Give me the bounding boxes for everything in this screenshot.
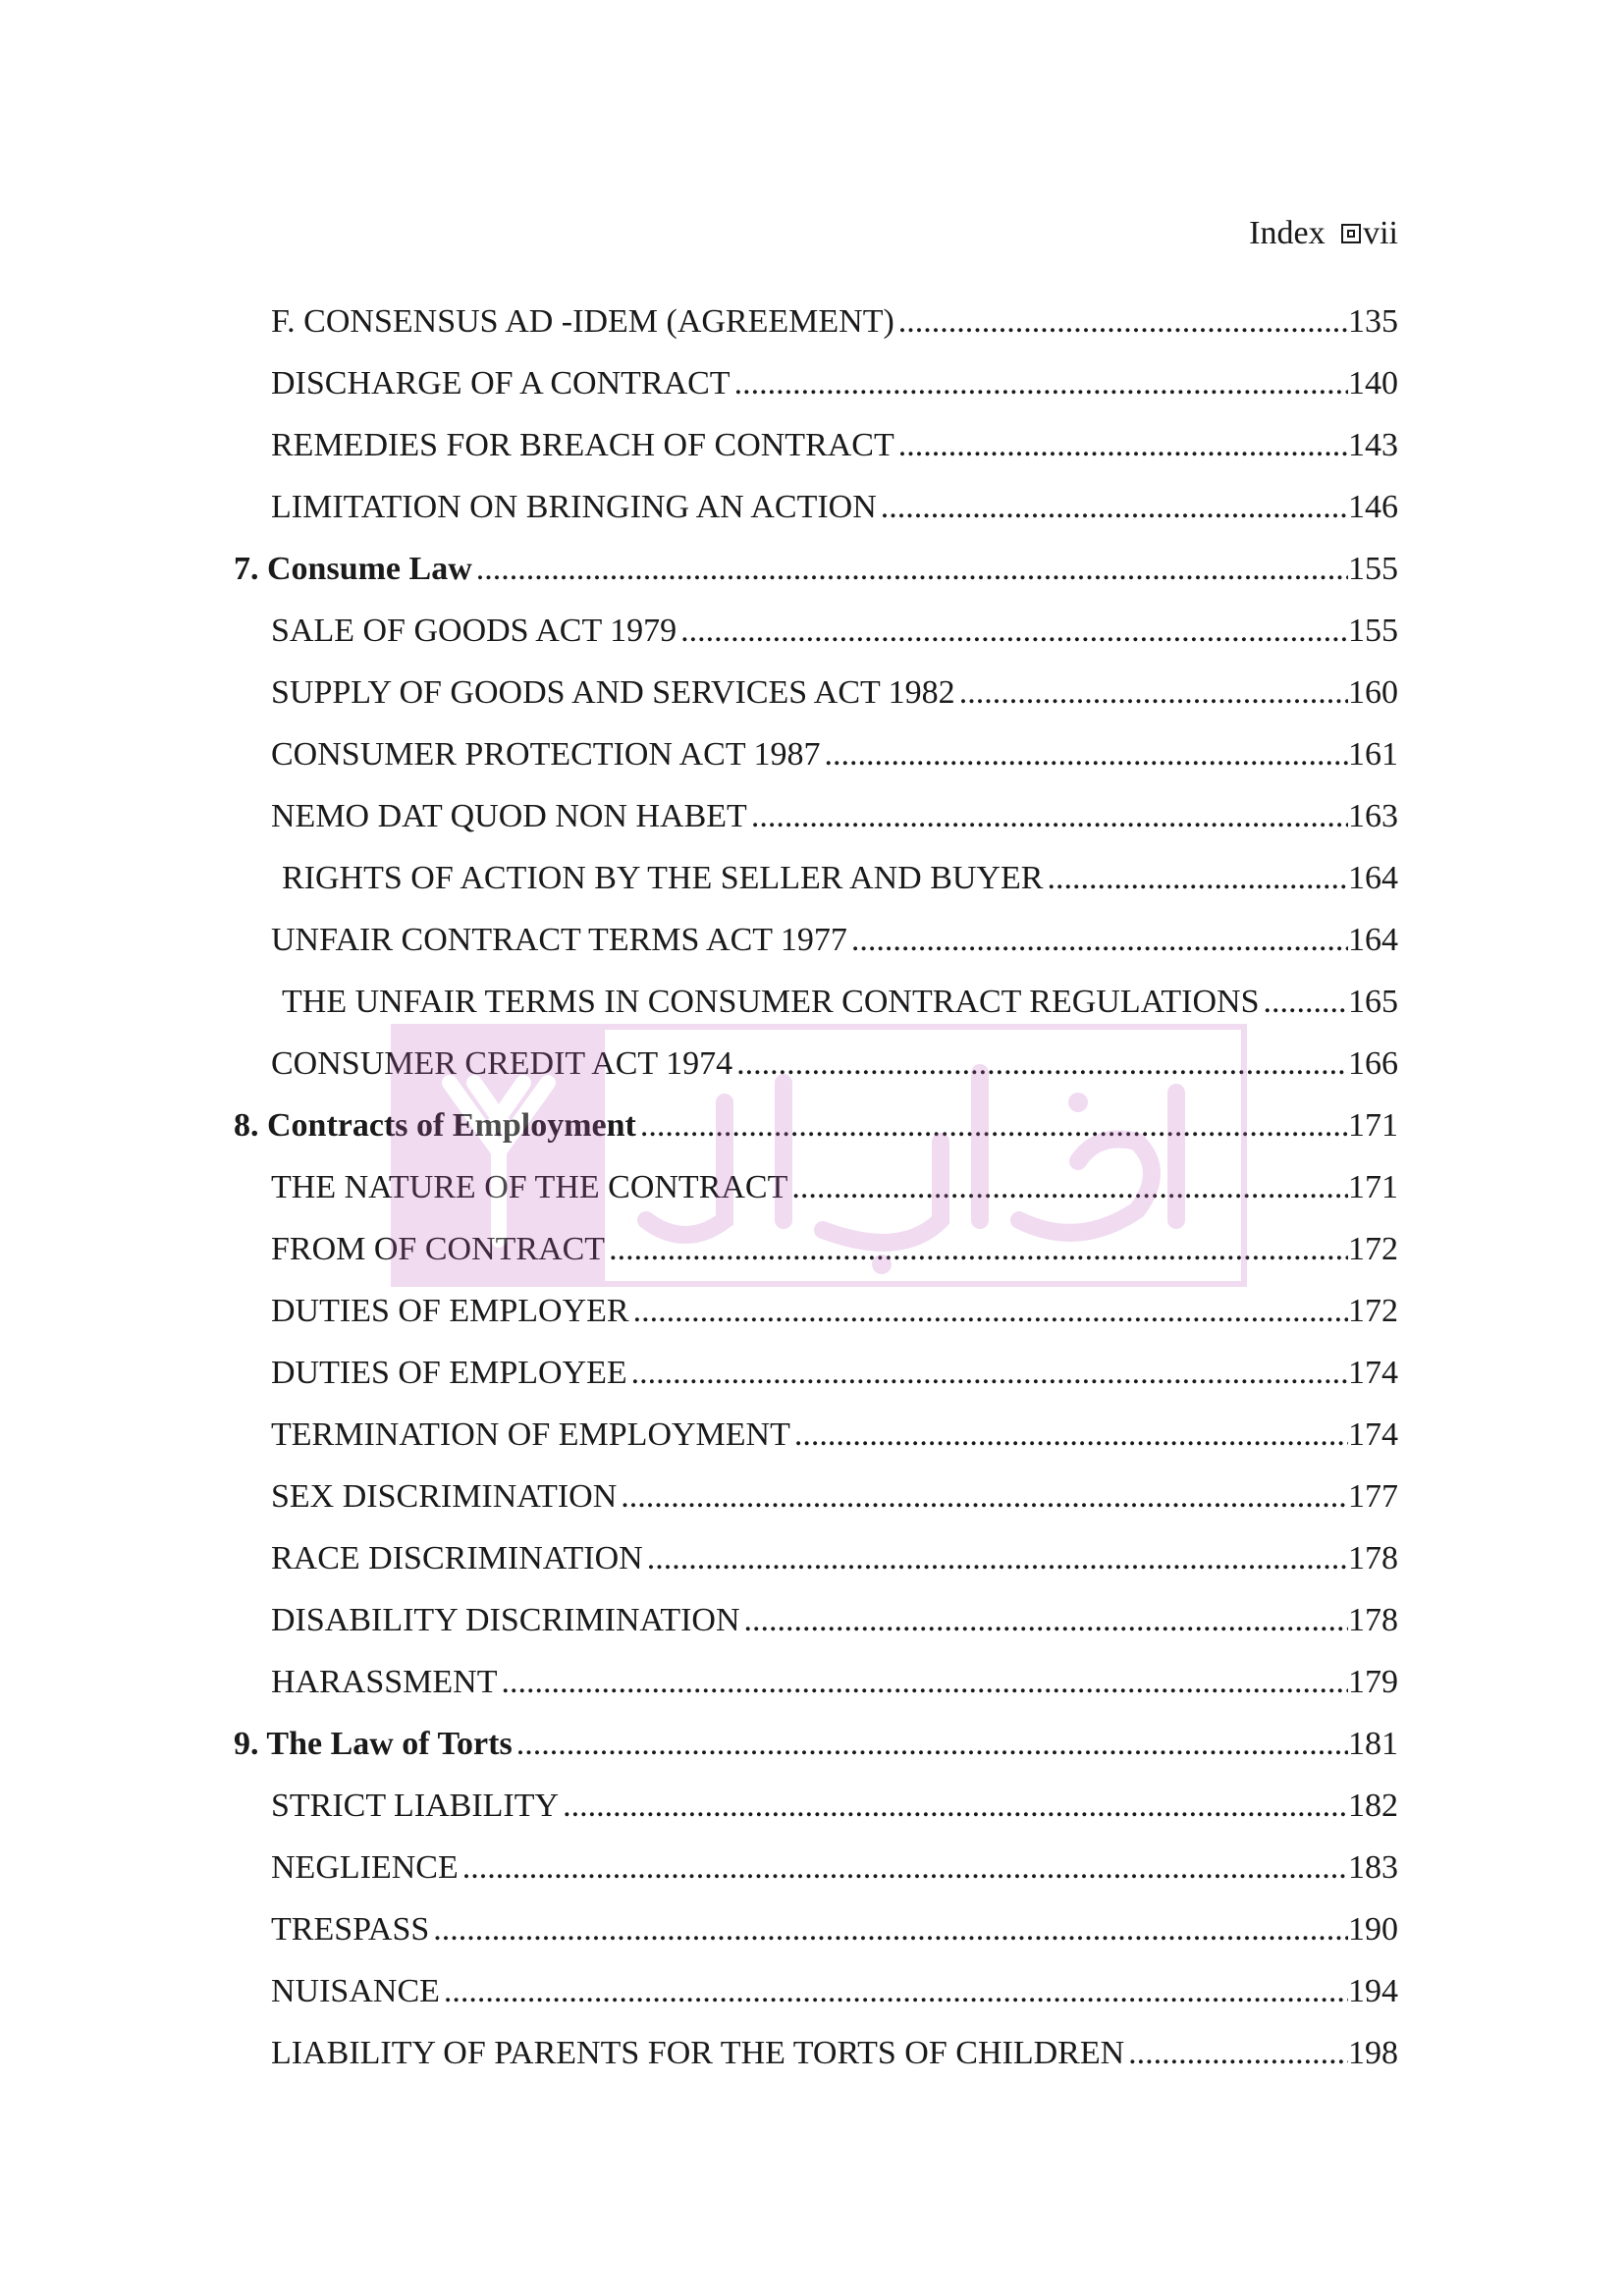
- toc-entry-title: SALE OF GOODS ACT 1979: [271, 613, 677, 649]
- toc-section-entry: [234, 360, 1398, 422]
- dot-leader: [609, 1226, 1348, 1273]
- toc-entry-title: LIMITATION ON BRINGING AN ACTION: [271, 489, 877, 525]
- dot-leader: [501, 1659, 1348, 1706]
- toc-entry-page-number: 155: [1348, 613, 1398, 649]
- dot-leader: [751, 793, 1348, 840]
- toc-section-entry: [234, 669, 1398, 731]
- toc-entry-title: SUPPLY OF GOODS AND SERVICES ACT 1982: [271, 674, 955, 711]
- dot-leader: [640, 1102, 1348, 1149]
- toc-entry-page-number: 163: [1348, 798, 1398, 834]
- dot-leader: [433, 1906, 1348, 1953]
- header-label: Index: [1249, 215, 1326, 251]
- toc-entry-page-number: 183: [1348, 1849, 1398, 1886]
- toc-entry-page-number: 155: [1348, 551, 1398, 587]
- toc-entry-page-number: 179: [1348, 1664, 1398, 1700]
- toc-section-entry: [234, 298, 1398, 360]
- toc-chapter-entry: [234, 546, 1398, 608]
- toc-chapter-entry: [234, 1721, 1398, 1783]
- toc-entry-title: 7. Consume Law: [234, 551, 472, 587]
- toc-section-entry: [234, 1412, 1398, 1473]
- toc-section-entry: [234, 731, 1398, 793]
- toc-entry-title: DUTIES OF EMPLOYEE: [271, 1355, 627, 1391]
- toc-entry-title: 9. The Law of Torts: [234, 1726, 513, 1762]
- toc-section-entry: [234, 1659, 1398, 1721]
- toc-entry-page-number: 160: [1348, 674, 1398, 711]
- toc-entry-page-number: 164: [1348, 860, 1398, 896]
- dot-leader: [680, 608, 1348, 655]
- toc-entry-title: THE NATURE OF THE CONTRACT: [271, 1169, 788, 1205]
- toc-entry-page-number: 166: [1348, 1045, 1398, 1082]
- toc-section-entry: [234, 422, 1398, 484]
- dot-leader: [476, 546, 1348, 593]
- toc-section-entry: [234, 1041, 1398, 1102]
- toc-entry-title: NUISANCE: [271, 1973, 440, 2009]
- toc-entry-page-number: 174: [1348, 1355, 1398, 1391]
- toc-chapter-entry: [234, 1102, 1398, 1164]
- toc-entry-title: 8. Contracts of Employment: [234, 1107, 636, 1144]
- toc-entry-page-number: 135: [1348, 303, 1398, 340]
- toc-section-entry: [234, 1473, 1398, 1535]
- toc-section-entry: [234, 855, 1398, 917]
- toc-section-entry: [234, 1350, 1398, 1412]
- toc-section-entry: [234, 979, 1398, 1041]
- toc-entry-title: DISABILITY DISCRIMINATION: [271, 1602, 740, 1638]
- toc-entry-title: RACE DISCRIMINATION: [271, 1540, 643, 1576]
- toc-entry-title: HARASSMENT: [271, 1664, 498, 1700]
- toc-entry-page-number: 146: [1348, 489, 1398, 525]
- toc-entry-page-number: 172: [1348, 1293, 1398, 1329]
- dot-leader: [736, 1041, 1348, 1088]
- toc-entry-page-number: 143: [1348, 427, 1398, 463]
- toc-section-entry: [234, 1906, 1398, 1968]
- dot-leader: [444, 1968, 1348, 2015]
- dot-leader: [825, 731, 1349, 778]
- toc-entry-title: NEGLIENCE: [271, 1849, 459, 1886]
- toc-section-entry: [234, 1783, 1398, 1844]
- dot-leader: [462, 1844, 1348, 1892]
- toc-entry-page-number: 171: [1348, 1107, 1398, 1144]
- toc-entry-page-number: 181: [1348, 1726, 1398, 1762]
- dot-leader: [1047, 855, 1348, 902]
- dot-leader: [631, 1350, 1348, 1397]
- toc-section-entry: [234, 1226, 1398, 1288]
- dot-leader: [881, 484, 1348, 531]
- toc-entry-page-number: 174: [1348, 1416, 1398, 1453]
- toc-entry-page-number: 194: [1348, 1973, 1398, 2009]
- toc-entry-page-number: 177: [1348, 1478, 1398, 1515]
- toc-section-entry: [234, 1288, 1398, 1350]
- dot-leader: [898, 298, 1348, 346]
- toc-entry-page-number: 165: [1348, 984, 1398, 1020]
- dot-leader: [744, 1597, 1348, 1644]
- dot-leader: [621, 1473, 1348, 1521]
- dot-leader: [563, 1783, 1348, 1830]
- toc-entry-title: DISCHARGE OF A CONTRACT: [271, 365, 731, 401]
- dot-leader: [851, 917, 1348, 964]
- toc-section-entry: [234, 1597, 1398, 1659]
- header-page-number: vii: [1363, 215, 1398, 251]
- toc-entry-page-number: 178: [1348, 1602, 1398, 1638]
- toc-entry-title: CONSUMER PROTECTION ACT 1987: [271, 736, 821, 773]
- toc-entry-title: THE UNFAIR TERMS IN CONSUMER CONTRACT REGULATIONS: [282, 984, 1260, 1020]
- toc-entry-title: SEX DISCRIMINATION: [271, 1478, 618, 1515]
- toc-entry-title: LIABILITY OF PARENTS FOR THE TORTS OF CHILDREN: [271, 2035, 1125, 2071]
- dot-leader: [898, 422, 1348, 469]
- toc-entry-title: FROM OF CONTRACT: [271, 1231, 606, 1267]
- dot-leader: [1128, 2030, 1348, 2077]
- toc-entry-title: DUTIES OF EMPLOYER: [271, 1293, 629, 1329]
- toc-entry-page-number: 161: [1348, 736, 1398, 773]
- toc-entry-title: RIGHTS OF ACTION BY THE SELLER AND BUYER: [282, 860, 1044, 896]
- toc-entry-page-number: 164: [1348, 922, 1398, 958]
- toc-entry-title: REMEDIES FOR BREACH OF CONTRACT: [271, 427, 894, 463]
- square-box-icon: [1341, 224, 1361, 243]
- toc-entry-page-number: 182: [1348, 1788, 1398, 1824]
- toc-entry-page-number: 178: [1348, 1540, 1398, 1576]
- toc-entry-title: TRESPASS: [271, 1911, 430, 1948]
- toc-entry-title: UNFAIR CONTRACT TERMS ACT 1977: [271, 922, 847, 958]
- dot-leader: [959, 669, 1348, 717]
- table-of-contents: [234, 298, 1398, 2092]
- toc-entry-title: F. CONSENSUS AD -IDEM (AGREEMENT): [271, 303, 894, 340]
- toc-section-entry: [234, 2030, 1398, 2092]
- toc-entry-title: NEMO DAT QUOD NON HABET: [271, 798, 747, 834]
- toc-entry-title: STRICT LIABILITY: [271, 1788, 560, 1824]
- dot-leader: [633, 1288, 1348, 1335]
- toc-section-entry: [234, 608, 1398, 669]
- dot-leader: [734, 360, 1348, 407]
- toc-section-entry: [234, 793, 1398, 855]
- dot-leader: [791, 1164, 1348, 1211]
- toc-entry-page-number: 198: [1348, 2035, 1398, 2071]
- dot-leader: [1264, 979, 1348, 1026]
- toc-section-entry: [234, 1535, 1398, 1597]
- running-header: [1249, 210, 1398, 257]
- toc-entry-page-number: 190: [1348, 1911, 1398, 1948]
- dot-leader: [794, 1412, 1348, 1459]
- toc-entry-title: CONSUMER CREDIT ACT 1974: [271, 1045, 733, 1082]
- toc-entry-page-number: 172: [1348, 1231, 1398, 1267]
- dot-leader: [516, 1721, 1348, 1768]
- toc-section-entry: [234, 484, 1398, 546]
- toc-entry-page-number: 140: [1348, 365, 1398, 401]
- toc-entry-title: TERMINATION OF EMPLOYMENT: [271, 1416, 790, 1453]
- toc-section-entry: [234, 1968, 1398, 2030]
- toc-section-entry: [234, 917, 1398, 979]
- toc-entry-page-number: 171: [1348, 1169, 1398, 1205]
- toc-section-entry: [234, 1164, 1398, 1226]
- dot-leader: [647, 1535, 1348, 1582]
- toc-section-entry: [234, 1844, 1398, 1906]
